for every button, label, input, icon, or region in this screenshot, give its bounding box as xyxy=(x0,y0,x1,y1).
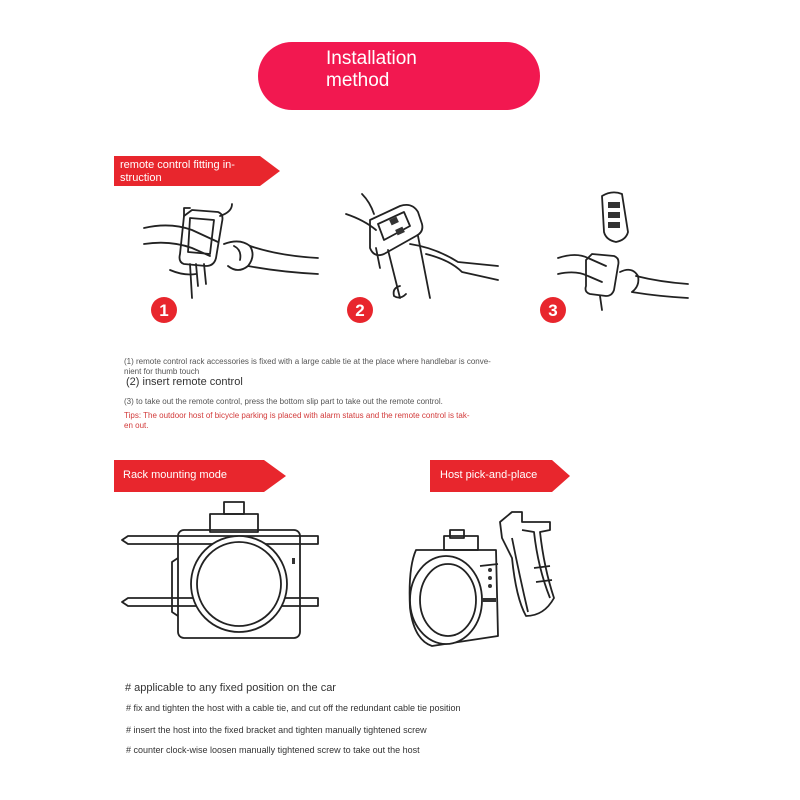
tips-line-2: en out. xyxy=(124,421,149,430)
title-line-1: Installation xyxy=(326,48,417,69)
instruction-1-line-1: (1) remote control rack accessories is fixed with a large cable tie at the place where handlebar is conve- xyxy=(124,357,491,366)
step-1-badge xyxy=(150,296,178,324)
rack-mounting-illustration xyxy=(118,498,328,660)
host-banner: Host pick-and-place xyxy=(440,469,538,481)
instruction-1-line-2: nient for thumb touch xyxy=(124,367,200,376)
instruction-3: (3) to take out the remote control, press the bottom slip part to take out the remote control. xyxy=(124,397,443,406)
tips-line-1: Tips: The outdoor host of bicycle parking is placed with alarm status and the remote control is tak- xyxy=(124,411,470,420)
page-title xyxy=(326,48,417,92)
step-3-number: 3 xyxy=(548,301,558,320)
note-3: # insert the host into the fixed bracket and tighten manually tightened screw xyxy=(126,725,427,735)
handlebar-illustration-1 xyxy=(140,200,320,310)
title-line-2: method xyxy=(326,70,390,91)
remote-banner-line-2: struction xyxy=(120,172,162,184)
step-2-number: 2 xyxy=(355,301,365,320)
host-pick-illustration xyxy=(404,508,564,650)
remote-banner xyxy=(120,159,235,185)
handlebar-illustration-2 xyxy=(340,188,500,308)
rack-banner: Rack mounting mode xyxy=(123,469,227,481)
step-3-badge xyxy=(539,296,567,324)
step-2-badge xyxy=(346,296,374,324)
step-1-number: 1 xyxy=(159,301,169,320)
handlebar-illustration-3 xyxy=(556,186,690,316)
instruction-1 xyxy=(124,357,684,377)
note-2: # fix and tighten the host with a cable tie, and cut off the redundant cable tie position xyxy=(126,703,461,713)
note-1: # applicable to any fixed position on the car xyxy=(125,682,336,694)
remote-banner-line-1: remote control fitting in- xyxy=(120,159,235,171)
tips-text xyxy=(124,411,684,431)
instruction-2: (2) insert remote control xyxy=(126,376,243,388)
note-4: # counter clock-wise loosen manually tightened screw to take out the host xyxy=(126,745,420,755)
